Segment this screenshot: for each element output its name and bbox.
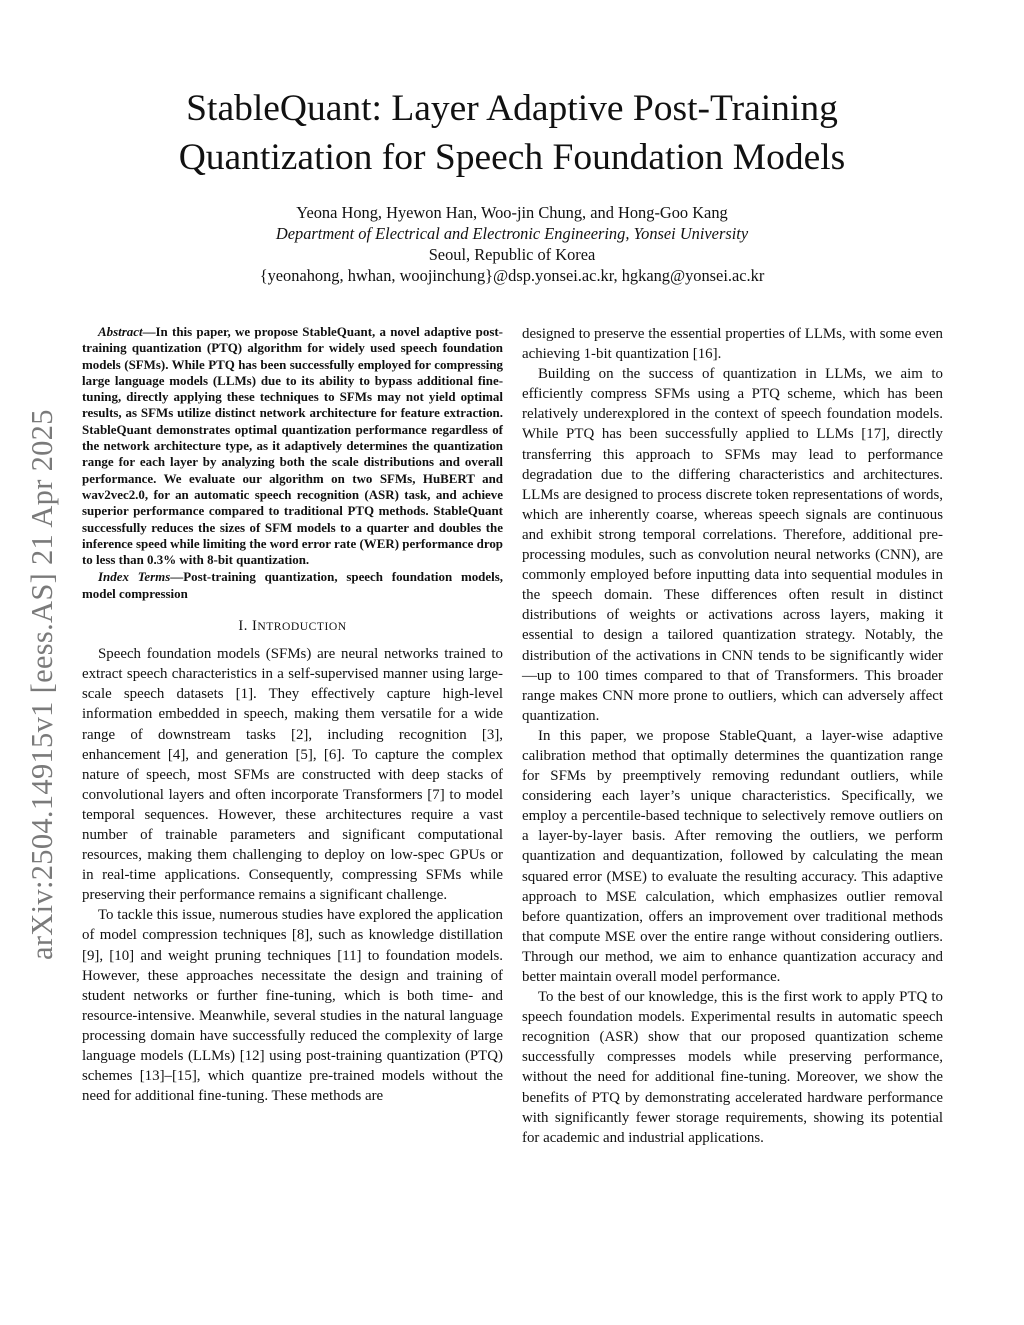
author-block: [100, 202, 924, 286]
intro-paragraph-2: To tackle this issue, numerous studies have explored the application of model compression techniques [8], such as knowledge distillation [9], [10] and weight pruning techniques [11] to foundation models. However, these approaches necessitate the design and training of student networks or further fine-tuning, which is both time- and resource-intensive. Meanwhile, several studies in the natural language processing domain have successfully reduced the complexity of large language models (LLMs) [12] using post-training quantization (PTQ) schemes [13]–[15], which quantize pre-trained models without the need for additional fine-tuning. These methods are: [82, 907, 503, 1105]
author-location: Seoul, Republic of Korea: [428, 245, 596, 264]
index-terms-text: Post-training quantization, speech foundation models, model compression: [82, 569, 503, 601]
intro-paragraph-3: Building on the success of quantization in LLMs, we aim to efficiently compress SFMs using a PTQ scheme, which has been relatively underexplored in the context of speech foundation models. While PTQ has been successfully applied to LLMs [17], directly transferring this approach to SFMs may lead to performance degradation due to the differing characteristics and architectures. LLMs are designed to process discrete token representations of words, which are inherently coarse, whereas speech signals are continuous and exhibit strong temporal correlations. Therefore, additional pre-processing modules, such as convolution neural networks (CNN), are commonly employed before inputting data into sequential modules in the speech domain. These differences often result in distinct distributions of weights or activations across layers, making it essential to design a tailored quantization strategy. Notably, the distribution of the activations in CNN tends to be significantly wider—up to 100 times compared to that of Transformers. This broader range makes CNN more prone to outliers, which can adversely affect quantization.: [522, 366, 943, 724]
abstract-text: In this paper, we propose StableQuant, a novel adaptive post-training quantization (PTQ) algorithm for widely used speech foundation models (SFMs). While PTQ has been successfully employed for compressing large language models (LLMs) due to its ability to bypass additional fine-tuning, directly applying these techniques to SFMs may not yield optimal results, as SFMs utilize distinct network architecture for feature extraction. StableQuant demonstrates optimal quantization performance regardless of the network architecture type, as it adaptively determines the quantization range for each layer by analyzing both the scale distributions and overall performance. We evaluate our algorithm on two SFMs, HuBERT and wav2vec2.0, for an automatic speech recognition (ASR) task, and achieve superior performance compared to traditional PTQ methods. StableQuant successfully reduces the sizes of SFM models to a quarter and doubles the inference speed while limiting the word error rate (WER) performance drop to less than 0.3% with 8-bit quantization.: [82, 324, 503, 568]
author-affiliation: Department of Electrical and Electronic Engineering, Yonsei University: [275, 224, 749, 243]
index-terms: Index Terms—Post-training quantization, speech foundation models, model compression: [82, 569, 503, 601]
section-heading-introduction: [82, 616, 503, 637]
abstract: Abstract—In this paper, we propose StableQuant, a novel adaptive post-training quantization (PTQ) algorithm for widely used speech foundation models (SFMs). While PTQ has been successfully employed for compressing large language models (LLMs) due to its ability to bypass additional fine-tuning, directly applying these techniques to SFMs may not yield optimal results, as SFMs utilize distinct network architecture for feature extraction. StableQuant demonstrates optimal quantization performance regardless of the network architecture type, as it adaptively determines the quantization range for each layer by analyzing both the scale distributions and overall performance. We evaluate our algorithm on two SFMs, HuBERT and wav2vec2.0, for an automatic speech recognition (ASR) task, and achieve superior performance compared to traditional PTQ methods. StableQuant successfully reduces the sizes of SFM models to a quarter and doubles the inference speed while limiting the word error rate (WER) performance drop to less than 0.3% with 8-bit quantization.: [82, 324, 503, 568]
intro-paragraph-2-continued: designed to preserve the essential properties of LLMs, with some even achieving 1-bit quantization [16].: [522, 326, 943, 363]
intro-paragraph-5: To the best of our knowledge, this is the first work to apply PTQ to speech foundation models. Experimental results in automatic speech recognition (ASR) show that our proposed quantization scheme successfully compresses models while preserving performance, without the need for additional fine-tuning. Moreover, we show the benefits of PTQ by demonstrating accelerated hardware performance with significantly fewer storage requirements, showing its potential for academic and industrial applications.: [522, 989, 943, 1146]
left-column: [82, 324, 503, 1106]
index-terms-label: Index Terms: [98, 569, 171, 585]
intro-paragraph-4: In this paper, we propose StableQuant, a layer-wise adaptive calibration method that optimally determines the quantization range for SFMs by preemptively removing redundant outliers, while considering each layer’s unique characteristics. Specifically, we employ a percentile-based technique to selectively remove outliers on a layer-by-layer basis. After removing the outliers, we perform quantization and dequantization, followed by calculating the mean squared error (MSE) to evaluate the resulting accuracy. This adaptive approach to MSE calculation, which emphasizes outlier removal before quantization, offers an improvement over traditional methods that compute MSE over the entire range without considering outliers. Through our method, we aim to enhance quantization accuracy and better maintain overall model performance.: [522, 727, 943, 985]
abstract-label: Abstract: [98, 324, 143, 339]
intro-paragraph-1: Speech foundation models (SFMs) are neural networks trained to extract speech characteristics in a self-supervised manner using large-scale speech datasets [1]. They effectively capture high-level information embedded in speech, making them versatile for a wide range of downstream tasks [2], including recognition [3], enhancement [4], and generation [5], [6]. To capture the complex nature of speech, most SFMs are constructed with deep stacks of convolutional layers and often incorporate Transformers [7] to model temporal sequences. However, these architectures require a vast number of trainable parameters and significant computational resources, making them challenging to deploy on low-spec GPUs or in real-time applications. Consequently, compressing SFMs while preserving their performance remains a significant challenge.: [82, 646, 503, 904]
section-title-rest: NTRODUCTION: [257, 620, 347, 634]
author-names: Yeona Hong, Hyewon Han, Woo-jin Chung, and Hong-Goo Kang: [296, 203, 728, 222]
arxiv-identifier-stamp: arXiv:2504.14915v1 [eess.AS] 21 Apr 2025: [25, 409, 59, 960]
right-column: [522, 324, 943, 1148]
author-emails: {yeonahong, hwhan, woojinchung}@dsp.yonsei.ac.kr, hgkang@yonsei.ac.kr: [259, 266, 765, 285]
paper-title: StableQuant: Layer Adaptive Post-Training Quantization for Speech Foundation Models: [178, 88, 846, 178]
section-numeral: I.: [238, 618, 248, 635]
section-first-letter: I: [252, 618, 258, 635]
